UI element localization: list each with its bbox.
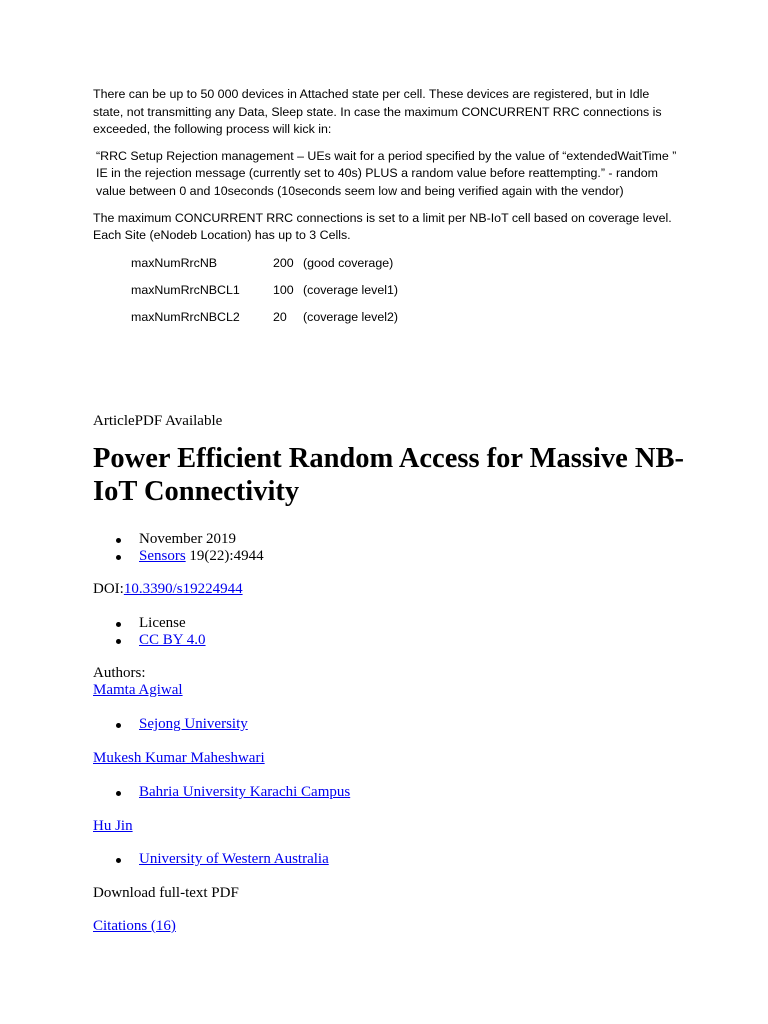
author-affiliation-list-2: [93, 784, 350, 801]
intro-paragraph-3: The maximum CONCURRENT RRC connections is set to a limit per NB-IoT cell based on coverage level. Each Site (eNodeb Location) has up to 3 Cells.: [93, 210, 672, 243]
rrc-limit-row: [131, 309, 683, 336]
rrc-limit-name: maxNumRrcNBCL2: [131, 309, 240, 324]
license-link[interactable]: CC BY 4.0: [139, 632, 206, 648]
rrc-limits-table: [131, 255, 683, 336]
article-title: Power Efficient Random Access for Massive NB-IoT Connectivity: [93, 443, 685, 507]
author-affiliation-list-1: [93, 716, 248, 733]
license-label-item: [93, 615, 206, 632]
author-affiliation-list-3: [93, 851, 329, 868]
rrc-limit-note: (coverage level2): [303, 309, 399, 324]
author-affiliation: [93, 851, 329, 868]
download-pdf-label: Download full-text PDF: [93, 885, 239, 901]
doi-line: [93, 581, 243, 598]
affiliation-link[interactable]: Bahria University Karachi Campus: [139, 784, 351, 800]
doi-label: DOI:: [93, 581, 124, 597]
publication-date-text: November 2019: [139, 531, 237, 547]
rrc-limit-value: 20: [273, 309, 287, 324]
journal-item: [93, 548, 264, 565]
rrc-limit-value: 200: [273, 255, 294, 270]
doi-link[interactable]: 10.3390/s19224944: [123, 581, 243, 597]
author-affiliation: [93, 784, 350, 801]
license-label: License: [139, 615, 186, 631]
citations-link[interactable]: Citations (16): [93, 918, 176, 934]
affiliation-link[interactable]: Sejong University: [139, 716, 248, 732]
authors-label: Authors:: [93, 665, 146, 681]
license-link-item: [93, 632, 206, 649]
intro-paragraph-2: “RRC Setup Rejection management – UEs wait for a period specified by the value of “extendedWaitTime ” IE in the rejection message (currently set to 40s) PLUS a random value before reattempting.” - random value between 0 and 10seconds (10seconds seem low and being verified again with the vendor): [96, 148, 677, 198]
author-link[interactable]: Mamta Agiwal: [93, 682, 183, 698]
publication-info-list: [93, 531, 264, 565]
author-link[interactable]: Mukesh Kumar Maheshwari: [93, 750, 265, 766]
article-type-label: ArticlePDF Available: [93, 413, 223, 429]
rrc-limit-name: maxNumRrcNBCL1: [131, 282, 240, 297]
citations-line: [93, 918, 176, 935]
publication-date: [93, 531, 264, 548]
rrc-limit-row: [131, 282, 683, 309]
rrc-limit-name: maxNumRrcNB: [131, 255, 218, 270]
rrc-limit-note: (coverage level1): [303, 282, 399, 297]
affiliation-link[interactable]: University of Western Australia: [139, 851, 329, 867]
document-page: [93, 86, 685, 934]
license-list: [93, 615, 206, 649]
rrc-limit-value: 100: [273, 282, 294, 297]
author-name-1: [93, 682, 183, 699]
intro-paragraph-1: There can be up to 50 000 devices in Attached state per cell. These devices are registered, but in Idle state, not transmitting any Data, Sleep state. In case the maximum CONCURRENT RRC connections is exceeded, the following process will kick in:: [93, 87, 662, 137]
author-affiliation: [93, 716, 248, 733]
rrc-limit-note: (good coverage): [303, 255, 394, 270]
journal-issue: 19(22):4944: [185, 548, 264, 564]
intro-section: [93, 86, 683, 336]
journal-link[interactable]: Sensors: [139, 548, 186, 564]
rrc-limit-row: [131, 255, 683, 282]
author-name-2: [93, 750, 265, 767]
author-name-3: [93, 818, 133, 835]
author-link[interactable]: Hu Jin: [93, 818, 133, 834]
